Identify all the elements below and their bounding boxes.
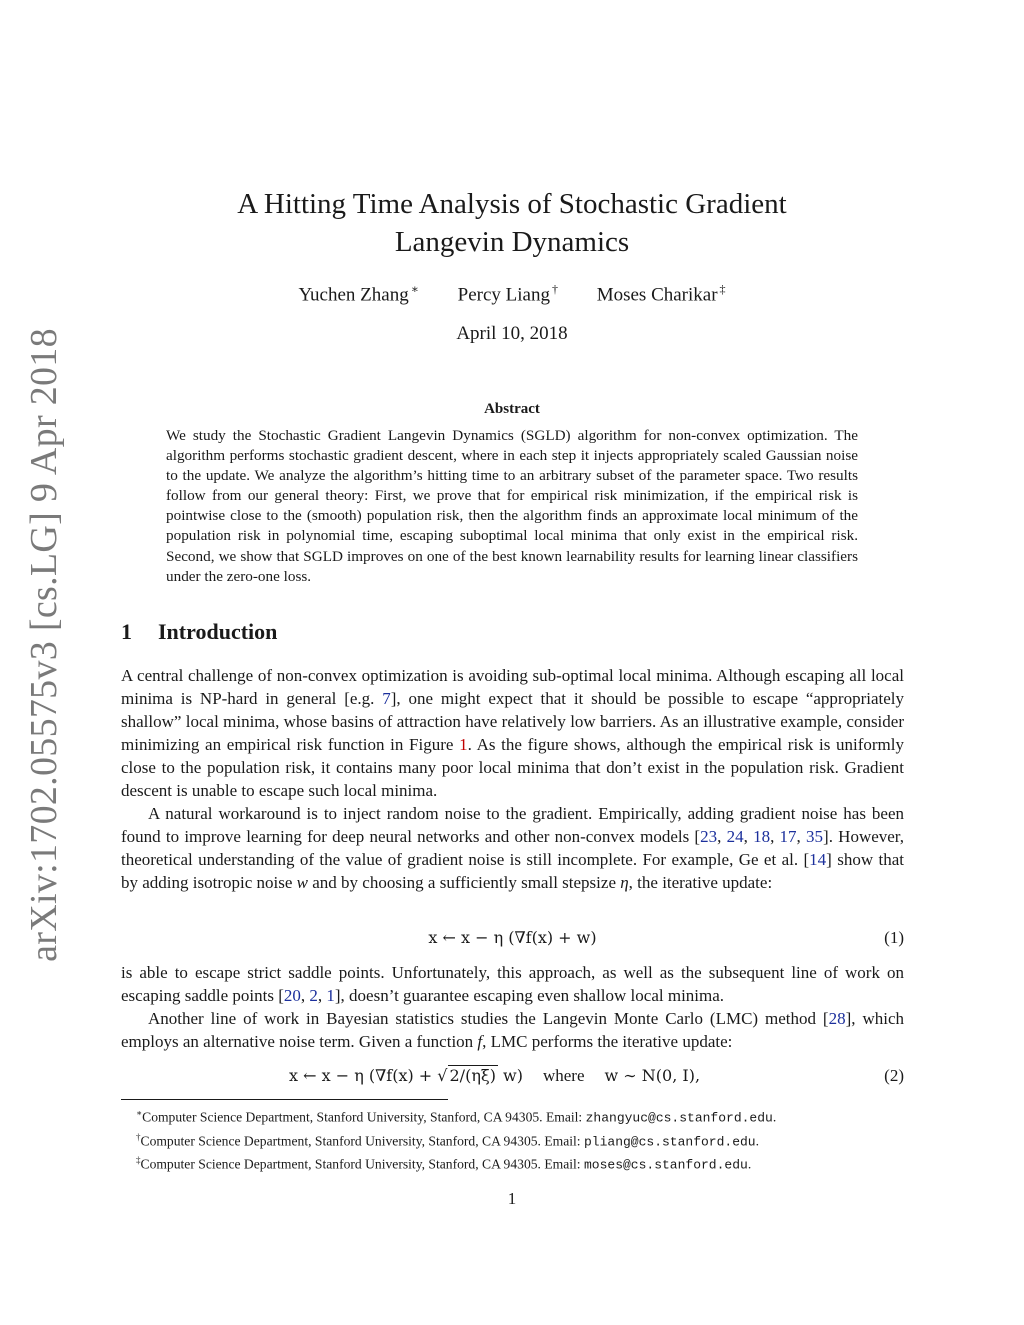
intro-paragraphs-3-4 <box>121 961 904 1053</box>
abstract-text: We study the Stochastic Gradient Langevin Dynamics (SGLD) algorithm for non-convex optimization. The algorithm performs stochastic gradient descent, where in each step it injects appropriately scaled Gaussian noise to the update. We analyze the algorithm’s hitting time to an arbitrary subset of the parameter space. Two results follow from our general theory: First, we prove that for empirical risk minimization, if the empirical risk is pointwise close to the (smooth) population risk, then the algorithm finds an approximate local minimum of the population risk in polynomial time, escaping suboptimal local minima that only exist in the empirical risk. Second, we show that SGLD improves on one of the best known learnability results for learning linear classifiers under the zero-one loss. <box>166 427 858 585</box>
paragraph: is able to escape strict saddle points. Unfortunately, this approach, as well as the subsequent line of work on escaping saddle points [20, 2, 1], doesn’t guarantee escaping even shallow local minima. <box>121 963 904 1005</box>
citation-link[interactable]: 35 <box>806 827 824 846</box>
email-link[interactable]: moses@cs.stanford.edu <box>583 1157 748 1173</box>
citation-link[interactable]: 24 <box>726 827 744 846</box>
citation-link[interactable]: 18 <box>753 827 771 846</box>
author-footnote-mark[interactable]: † <box>551 282 558 296</box>
footnote: ‡Computer Science Department, Stanford University, Stanford, CA 94305. Email: moses@cs.stanford.edu. <box>136 1155 752 1173</box>
author-name: Moses Charikar <box>596 284 718 306</box>
section-title: Introduction <box>158 619 278 644</box>
author <box>298 282 418 306</box>
citation-link[interactable]: 20 <box>283 986 301 1005</box>
math-symbol: w <box>296 873 308 892</box>
section-number: 1 <box>121 619 132 644</box>
email-link[interactable]: pliang@cs.stanford.edu <box>583 1134 756 1150</box>
paragraph: A natural workaround is to inject random noise to the gradient. Empirically, adding gradient noise has been found to improve learning for deep neural networks and other non-convex models [23, 24, 18, 17, 35]. However, theoretical understanding of the value of gradient noise is still incomplete. For example, Ge et al. [14] show that by adding isotropic noise w and by choosing a sufficiently small stepsize η, the iterative update: <box>121 804 905 892</box>
paragraph: Another line of work in Bayesian statistics studies the Langevin Monte Carlo (LMC) method [28], which employs an alternative noise term. Given a function f, LMC performs the iterative update: <box>121 1009 904 1051</box>
equation-number: (2) <box>884 1066 904 1085</box>
footnote: ∗Computer Science Department, Stanford University, Stanford, CA 94305. Email: zhangyuc@cs.stanford.edu. <box>136 1108 777 1126</box>
publication-date: April 10, 2018 <box>456 323 568 344</box>
page-number: 1 <box>507 1189 517 1208</box>
math-symbol: η <box>620 873 629 892</box>
citation-link[interactable]: 1 <box>326 986 335 1005</box>
author-footnote-mark[interactable]: ‡ <box>719 282 726 296</box>
citation-link[interactable]: 23 <box>700 827 718 846</box>
footnote-divider <box>121 1099 448 1100</box>
author <box>458 282 558 306</box>
title-line-1: A Hitting Time Analysis of Stochastic Gradient <box>237 188 787 220</box>
title-line-2: Langevin Dynamics <box>394 226 630 258</box>
citation-link[interactable]: 7 <box>382 689 391 708</box>
equation-where: where <box>542 1066 585 1085</box>
citation-link[interactable]: 2 <box>309 986 318 1005</box>
sqrt-body: 2/(ηξ) <box>449 1066 496 1085</box>
author-name: Yuchen Zhang <box>298 284 409 306</box>
footnote: †Computer Science Department, Stanford University, Stanford, CA 94305. Email: pliang@cs.stanford.edu. <box>136 1131 760 1150</box>
equation-expression: x ← x − η (∇f(x) + w) <box>428 928 597 947</box>
section-heading <box>121 619 277 645</box>
footnote-mark: ∗ <box>136 1108 143 1118</box>
author-list <box>0 282 1024 306</box>
citation-link[interactable]: 28 <box>828 1009 846 1028</box>
math-symbol: f <box>477 1032 483 1051</box>
author <box>597 282 726 306</box>
sqrt-sign: √ <box>437 1066 448 1085</box>
paper-title <box>0 185 1024 261</box>
email-link[interactable]: zhangyuc@cs.stanford.edu <box>585 1110 773 1126</box>
figure-link[interactable]: 1 <box>459 735 468 754</box>
equation-number: (1) <box>884 928 904 947</box>
author-name: Percy Liang <box>457 284 550 306</box>
footnotes <box>136 1104 776 1175</box>
footnote-mark: ‡ <box>136 1155 141 1166</box>
intro-paragraphs-1-2 <box>121 664 904 894</box>
equation-condition: w ∼ N(0, I), <box>604 1066 701 1085</box>
author-footnote-mark[interactable]: ∗ <box>410 282 419 296</box>
citation-link[interactable]: 14 <box>809 850 827 869</box>
abstract-heading: Abstract <box>484 401 540 417</box>
citation-link[interactable]: 17 <box>779 827 797 846</box>
footnote-mark: † <box>136 1131 141 1142</box>
paragraph: A central challenge of non-convex optimization is avoiding sub-optimal local minima. Although escaping all local minima is NP-hard in general [e.g. 7], one might expect that it should be possible to escape “appropriately shallow” local minima, whose basins of attraction have relatively low barriers. As an illustrative example, consider minimizing an empirical risk function in Figure 1. As the figure shows, although the empirical risk is uniformly close to the population risk, it contains many poor local minima that don’t exist in the population risk. Gradient descent is unable to escape such local minima. <box>121 666 904 800</box>
equation-expression: x ← x − η (∇f(x) + √ 2/(ηξ) w) where w ∼ N(0, I), <box>289 1066 701 1085</box>
arxiv-identifier: arXiv:1702.05575v3 [cs.LG] 9 Apr 2018 <box>23 328 65 962</box>
